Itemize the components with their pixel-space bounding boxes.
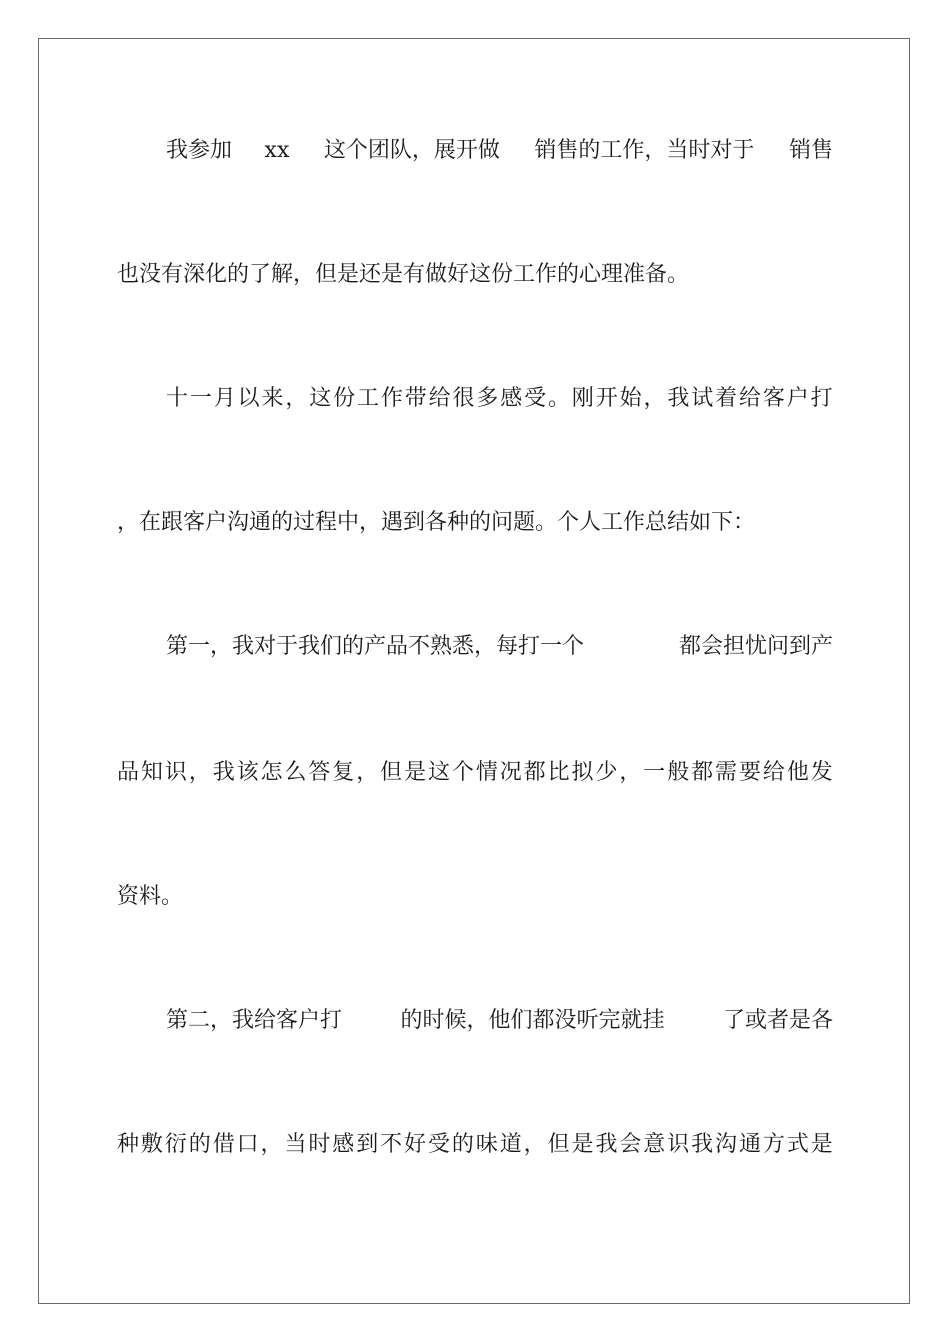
text-segment: 第一，我对于我们的产品不熟悉，每打一个 xyxy=(166,634,585,659)
paragraph-1-line-1 xyxy=(166,136,833,166)
text-segment: 都会担忧问到产 xyxy=(678,634,833,659)
text-segment: 第二，我给客户打 xyxy=(166,1008,343,1033)
paragraph-3-line-1 xyxy=(166,632,833,662)
text-segment: 这个团队，展开做 xyxy=(323,138,500,163)
document-page xyxy=(38,38,910,1304)
paragraph-3-line-3: 资料。 xyxy=(117,884,184,909)
paragraph-2-line-2: ，在跟客户沟通的过程中，遇到各种的问题。个人工作总结如下： xyxy=(117,510,756,535)
paragraph-3-line-2: 品 知 识 ， 我 该 怎 么 答 复 ， 但 是 这 个 情 况 都 比 拟 少 ， 一 般 都 需 要 给 他 发 xyxy=(117,760,833,785)
text-segment: 的时候，他们都没听完就挂 xyxy=(400,1008,665,1033)
text-segment: xx xyxy=(264,138,290,163)
text-segment: 了或者是各 xyxy=(722,1008,833,1033)
text-segment: 我参加 xyxy=(166,138,233,163)
text-segment: 销售的工作，当时对于 xyxy=(534,138,755,163)
text-segment: 销售 xyxy=(788,138,833,163)
paragraph-4-line-2: 种 敷 衍 的 借 口 ， 当 时 感 到 不 好 受 的 味 道 ， 但 是 我 会 意 识 我 沟 通 方 式 是 xyxy=(117,1132,833,1157)
paragraph-2-line-1: 十 一 月 以 来 ， 这 份 工 作 带 给 很 多 感 受 。 刚 开 始 ， 我 试 着 给 客 户 打 xyxy=(166,386,833,411)
paragraph-1-line-2: 也没有深化的了解，但是还是有做好这份工作的心理准备。 xyxy=(117,262,690,287)
paragraph-4-line-1 xyxy=(166,1006,833,1036)
